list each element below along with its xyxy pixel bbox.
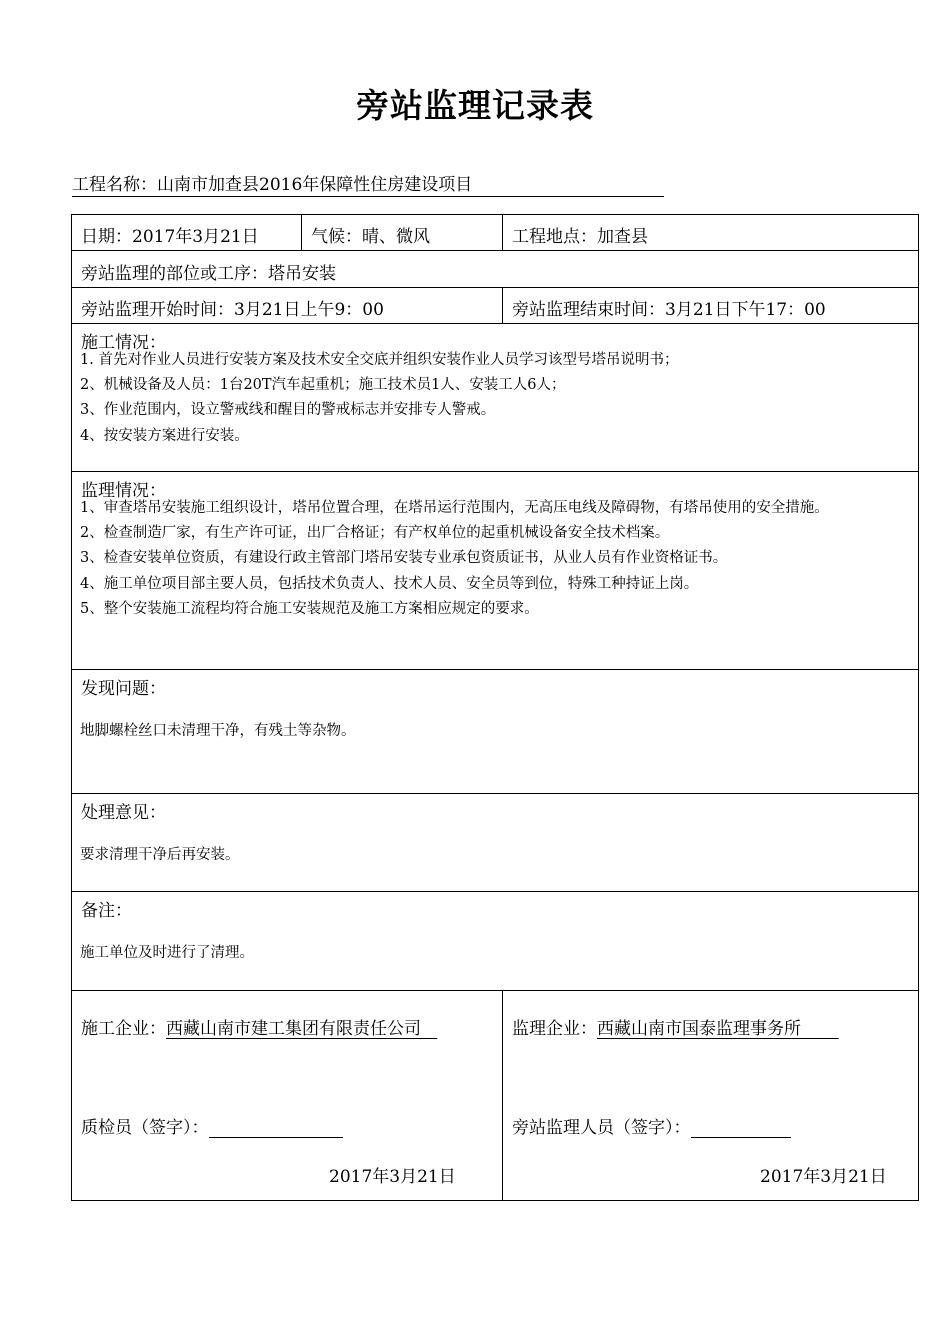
construction-company	[81, 1014, 437, 1039]
row-divider	[71, 287, 919, 288]
list-item: 5、整个安装施工流程均符合施工安装规范及施工方案相应规定的要求。	[80, 600, 539, 617]
project-name: 工程名称：山南市加查县2016年保障性住房建设项目	[72, 170, 664, 197]
construction-heading: 施工情况：	[81, 333, 166, 353]
left-sign-date: 2017年3月21日	[329, 1167, 456, 1187]
list-item: 1. 首先对作业人员进行安装方案及技术安全交底并组织安装作业人员学习该型号塔吊说明书；	[80, 352, 679, 368]
row-divider	[71, 250, 919, 251]
opinion-text: 要求清理干净后再安装。	[80, 847, 240, 863]
list-item: 3、作业范围内，设立警戒线和醒目的警戒标志并安排专人警戒。	[80, 402, 496, 419]
list-item: 2、机械设备及人员：1台20T汽车起重机；施工技术员1人、安装工人6人；	[80, 377, 566, 394]
row-divider	[71, 471, 919, 472]
list-item: 3、检查安装单位资质，有建设行政主管部门塔吊安装专业承包资质证书，从业人员有作业资格证书。	[80, 550, 728, 567]
row-divider	[71, 669, 919, 670]
inspector-signature	[81, 1113, 343, 1138]
inspector-label: 质检员（签字）：	[81, 1118, 209, 1138]
list-item: 4、施工单位项目部主要人员，包括技术负责人、技术人员、安全员等到位，特殊工种持证上岗。	[80, 575, 699, 592]
problems-text: 地脚螺栓丝口未清理干净，有残土等杂物。	[80, 723, 356, 739]
company-name: 西藏山南市国泰监理事务所	[597, 1019, 801, 1039]
date-cell: 日期：2017年3月21日	[81, 227, 259, 247]
right-sign-date: 2017年3月21日	[760, 1167, 887, 1187]
signature-line	[209, 1121, 343, 1138]
location-cell: 工程地点：加查县	[512, 227, 648, 247]
row-divider	[71, 891, 919, 892]
supervision-heading: 监理情况：	[81, 481, 166, 501]
row-divider	[71, 990, 919, 991]
weather-cell: 气候：晴、微风	[311, 227, 430, 247]
signature-line	[691, 1121, 791, 1138]
opinion-heading: 处理意见：	[81, 803, 166, 823]
start-time-cell: 旁站监理开始时间：3月21日上午9：00	[81, 300, 384, 320]
column-divider	[502, 990, 503, 1201]
column-divider	[502, 214, 503, 251]
supervision-list	[80, 496, 829, 622]
supervision-part-cell: 旁站监理的部位或工序：塔吊安装	[81, 264, 336, 284]
row-divider	[71, 323, 919, 324]
remark-heading: 备注：	[81, 901, 132, 921]
problems-heading: 发现问题：	[81, 679, 166, 699]
supervision-company	[512, 1014, 839, 1039]
row-divider	[71, 793, 919, 794]
supervisor-label: 旁站监理人员（签字）：	[512, 1118, 691, 1138]
remark-text: 施工单位及时进行了清理。	[80, 945, 254, 961]
company-label: 施工企业：	[81, 1019, 166, 1039]
column-divider	[301, 214, 302, 251]
list-item: 2、检查制造厂家，有生产许可证，出厂合格证；有产权单位的起重机械设备安全技术档案。	[80, 525, 670, 542]
list-item: 4、按安装方案进行安装。	[80, 427, 249, 444]
construction-list	[80, 348, 678, 449]
list-item: 1、审查塔吊安装施工组织设计，塔吊位置合理，在塔吊运行范围内，无高压电线及障碍物，有塔吊使用的安全措施。	[80, 500, 829, 516]
supervisor-signature	[512, 1113, 791, 1138]
column-divider	[502, 287, 503, 324]
document-title: 旁站监理记录表	[356, 86, 594, 125]
company-label: 监理企业：	[512, 1019, 597, 1039]
end-time-cell: 旁站监理结束时间：3月21日下午17：00	[512, 300, 826, 320]
company-name: 西藏山南市建工集团有限责任公司	[166, 1019, 421, 1039]
